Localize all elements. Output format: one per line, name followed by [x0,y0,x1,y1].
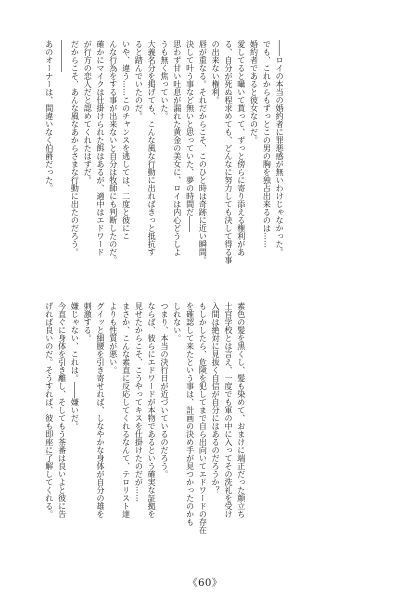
text-line: 大義名分を掲げても、こんな風な行動に出ればきっと抵抗す [147,40,157,256]
text-line: 嫌じゃない、これは。――嫌いだ。 [70,302,80,430]
text-line: でも、これからもずっとこの男の胸を独占出来るのは…… [262,40,272,248]
text-line: ると踏んでいたのだ。 [134,40,144,120]
text-line: まさか、こんな素直に反応してくれるなんて、テロリスト達 [121,302,131,518]
text-line: 愛してると囁いて貰って、ずっと傍らに寄り添える権利があ [236,40,246,256]
text-line: うも無く焦っていた。 [159,40,169,120]
text-line: つまり、本当の決行日が近づいているのだろう。 [159,302,169,478]
text-line: 見せたからこそ、こうやってキスを仕掛けたのだが…… [134,302,144,502]
upper-text-block [42,40,285,284]
text-line: 刺激する。 [83,302,93,342]
text-line: 思わず甘い吐息が漏れた黄金の美女に、ロイは内心どうしよ [172,40,182,256]
text-line: だからこそ、あんな風なあからさまな行動に出たのだろう。 [70,40,80,256]
text-line: 素色の髪を黒くし、髪も染めて、おまけに端正だった顔立ち [236,302,246,518]
text-line: が行方の恋人だと認めてくれたはずだ。 [83,40,93,184]
text-line: る、自分が死ぬ程求めても、どんなに努力しても決して得る事 [223,40,233,264]
page-number: 《60》 [187,578,223,589]
text-line: 確かにマイクは仕掛けられた餌はあるが、適中はエドワード [95,40,105,256]
text-line: 婚約者であると彼女なのだ。 [249,40,259,144]
text-line: ――ロイの本当の婚約者に罪悪感が無いわけじゃなかった。 [275,40,285,256]
text-line: もしかしたら、危険を犯してまで自ら出向いてエドワードの存在 [198,302,208,534]
text-line: 士官学校とは言え、一度でも軍の中に入ってその洗礼を受け [223,302,233,518]
text-line: を確認して来たという事は、計画の決め手が見つかったのかも [185,302,195,526]
text-line: ―――― [57,40,67,72]
text-line: の出来ない権利。 [211,40,221,104]
text-line: いや、違う……このチャンスを逃しては、二度と彼にこ [121,40,131,240]
text-line: しれない。 [172,302,182,342]
text-line: 今直ぐに身体を引き離し、そしてもう茶番は良いよと彼に告 [57,302,67,518]
text-line: グイッと細腰を引き寄せれば、しなやかな身体が自分の雄を [95,302,105,518]
text-line: 決して叶う事など無いと思っていた、夢の時間だ―― [185,40,195,232]
text-line: 入間は絶対に見抜く自信が自分にはあるのだろうか？ [211,302,221,494]
text-line: げれば良いのだ。そうすれば、彼も即座に了解してくれる。 [44,302,54,518]
text-line: 唇が重なる。それだからこそ、このひと時は奇跡に近い瞬間。 [198,40,208,264]
text-line: あのオーナーは、間違いなく伯爵だった。 [44,40,54,192]
lower-text-block [42,302,247,560]
text-line: んな行為をする事が出来ないと自分は牧師にも判断したのだ。 [108,40,118,264]
text-line: ならば、彼らにエドワードが本物であるという確実な証拠を [147,302,157,518]
text-line: よりも性質が悪い。 [108,302,118,374]
